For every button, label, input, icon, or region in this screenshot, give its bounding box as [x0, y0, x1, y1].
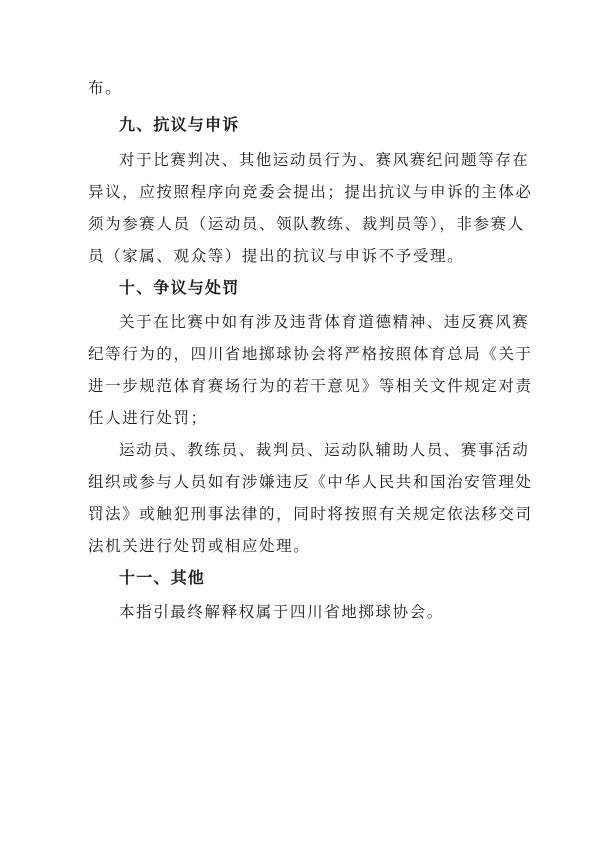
continuation-text: 布。: [88, 79, 123, 97]
paragraph-line: 罚法》或触犯刑事法律的，同时将按照有关规定依法移交司: [88, 505, 533, 523]
section-heading-other: 十一、其他: [119, 568, 206, 587]
section-heading-protest: 九、抗议与申诉: [119, 115, 240, 134]
paragraph-line: 员（家属、观众等）提出的抗议与申诉不予受理。: [88, 247, 465, 265]
paragraph-line: 异议，应按照程序向竞委会提出；提出抗议与申诉的主体必: [88, 183, 533, 201]
paragraph-line: 运动员、教练员、裁判员、运动队辅助人员、赛事活动: [119, 441, 530, 459]
paragraph-line: 须为参赛人员（运动员、领队教练、裁判员等），非参赛人: [88, 215, 525, 233]
paragraph-line: 任人进行处罚；: [88, 409, 208, 427]
paragraph-line: 关于在比赛中如有涉及违背体育道德精神、违反赛风赛: [119, 313, 530, 331]
paragraph-line: 组织或参与人员如有涉嫌违反《中华人民共和国治安管理处: [88, 473, 533, 491]
paragraph-line: 法机关进行处罚或相应处理。: [88, 537, 311, 555]
paragraph-line: 进一步规范体育赛场行为的若干意见》等相关文件规定对责: [88, 377, 533, 395]
paragraph-line: 本指引最终解释权属于四川省地掷球协会。: [119, 603, 444, 621]
paragraph-line: 对于比赛判决、其他运动员行为、赛风赛纪问题等存在: [119, 151, 530, 169]
paragraph-line: 纪等行为的，四川省地掷球协会将严格按照体育总局《关于: [88, 345, 533, 363]
section-heading-dispute: 十、争议与处罚: [119, 278, 240, 297]
